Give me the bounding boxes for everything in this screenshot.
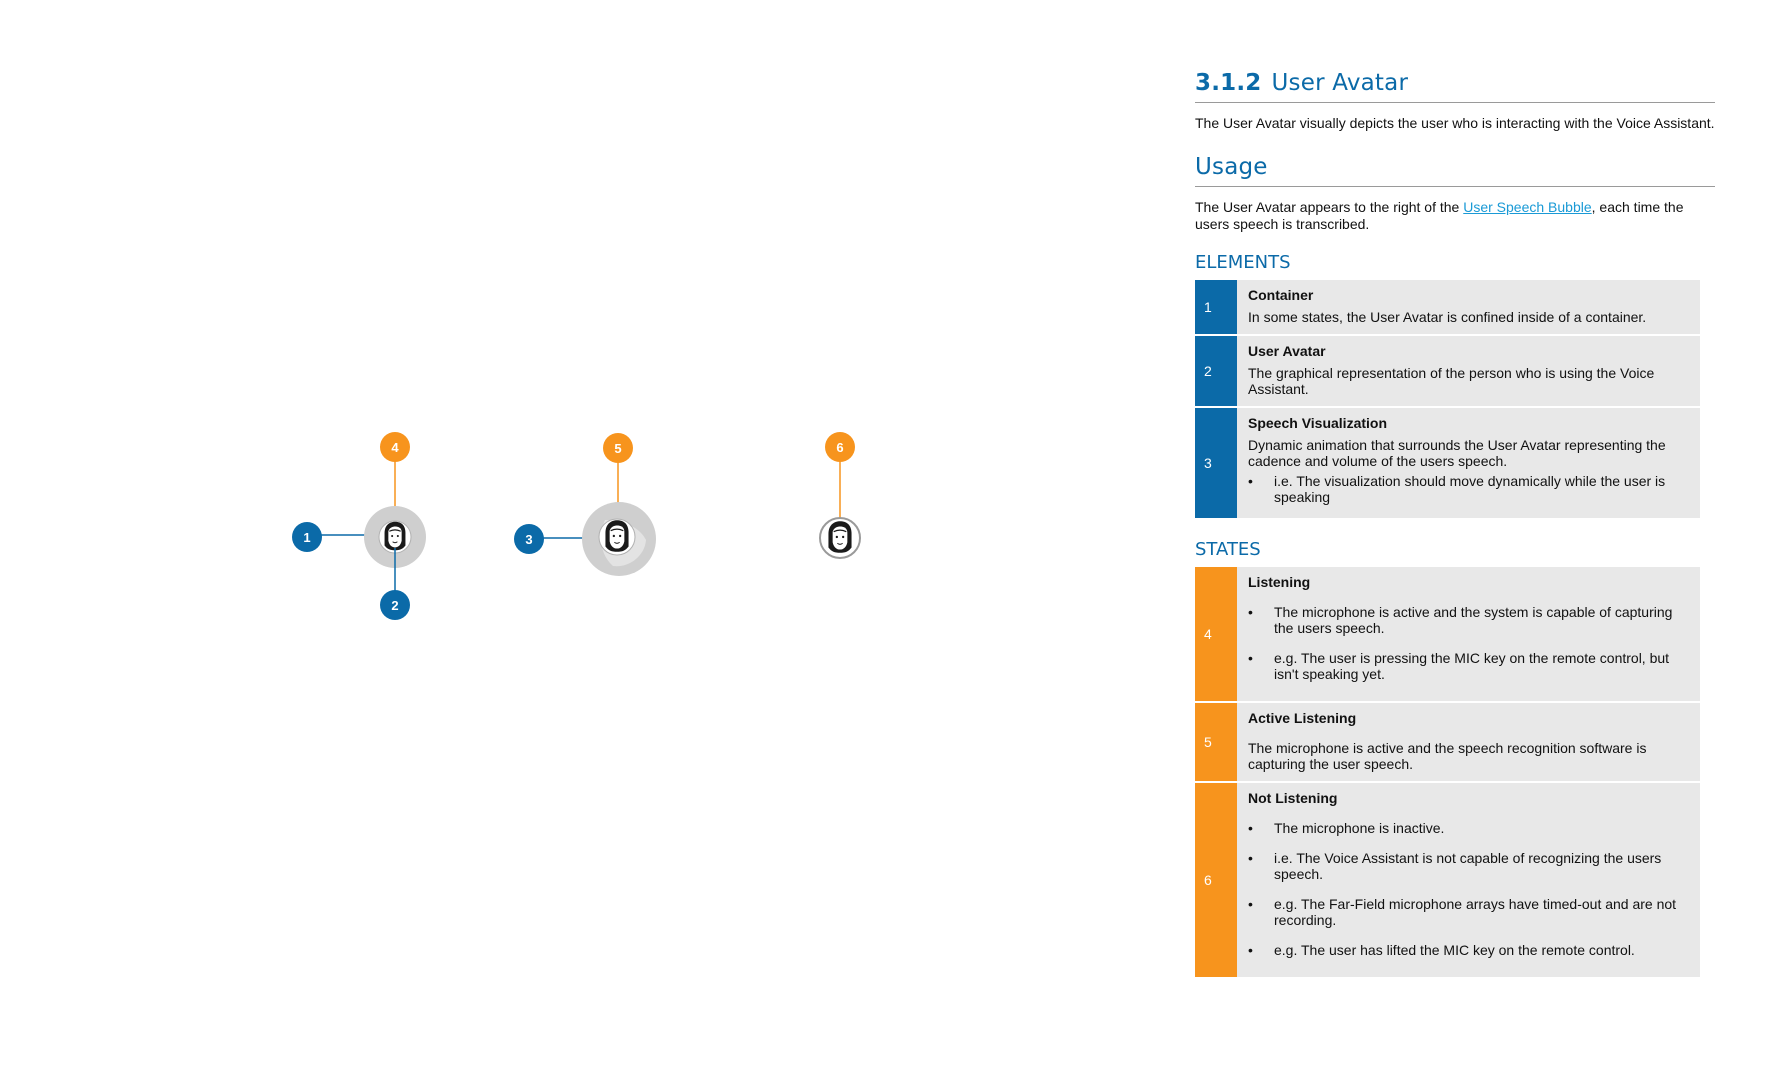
state-number: 5 [1195,703,1237,781]
listening-state-group [307,447,426,592]
state-row-5 [1195,703,1700,783]
state-bullet: • e.g. The user is pressing the MIC key on the remote control, but isn't speaking yet. [1248,650,1692,682]
callout-badge-4 [380,432,410,462]
section-title-text: User Avatar [1271,70,1409,96]
elements-table [1195,280,1700,520]
section-number: 3.1.2 [1195,70,1262,96]
intro-paragraph: The User Avatar visually depicts the user who is interacting with the Voice Assistant. [1195,115,1715,131]
state-row-6 [1195,783,1700,979]
usage-text-after: , each time the users speech is transcribed. [1195,199,1684,232]
element-description: The graphical representation of the person who is using the Voice Assistant. [1248,365,1655,397]
callout-badge-6 [825,432,855,462]
element-row-2 [1195,336,1700,408]
element-number: 2 [1195,336,1237,406]
svg-text:6: 6 [836,440,844,455]
state-bullet: • e.g. The Far-Field microphone arrays have timed-out and are not recording. [1248,896,1692,928]
state-bullet: • e.g. The user has lifted the MIC key on the remote control. [1248,942,1692,958]
state-number: 6 [1195,783,1237,977]
callout-badge-3 [514,524,544,554]
element-title: Speech Visualization [1248,415,1388,431]
callout-badge-1 [292,522,322,552]
svg-text:1: 1 [303,530,311,545]
state-bullet: • The microphone is inactive. [1248,820,1692,836]
element-number: 3 [1195,408,1237,518]
state-title: Active Listening [1248,710,1357,726]
state-bullet: • The microphone is active and the system is capable of capturing the users speech. [1248,604,1692,636]
svg-text:5: 5 [614,441,622,456]
documentation-panel [1195,70,1715,979]
section-title [1195,70,1715,103]
svg-text:2: 2 [391,598,399,613]
state-title: Listening [1248,574,1311,590]
usage-text-before: The User Avatar appears to the right of the [1195,199,1464,215]
user-avatar-icon [385,522,406,551]
element-row-1 [1195,280,1700,336]
elements-heading: ELEMENTS [1195,252,1291,273]
element-title: Container [1248,287,1314,303]
svg-text:3: 3 [525,532,533,547]
state-row-4 [1195,567,1700,703]
state-bullet: • i.e. The Voice Assistant is not capable of recognizing the users speech. [1248,850,1692,882]
user-speech-bubble-link[interactable]: User Speech Bubble [1463,199,1592,215]
not-listening-state-group [820,447,860,558]
states-heading: STATES [1195,539,1261,560]
usage-paragraph [1195,199,1715,233]
state-number: 4 [1195,567,1237,701]
element-description: Dynamic animation that surrounds the User Avatar representing the cadence and volume of the users speech. [1248,437,1666,469]
element-description: In some states, the User Avatar is confined inside of a container. [1248,309,1647,325]
element-bullet: • i.e. The visualization should move dynamically while the user is speaking [1248,473,1692,505]
callout-badge-2 [380,590,410,620]
element-number: 1 [1195,280,1237,334]
active-listening-state-group [530,447,656,576]
usage-heading: Usage [1195,154,1715,187]
element-title: User Avatar [1248,343,1326,359]
state-description: The microphone is active and the speech recognition software is capturing the user speech. [1248,740,1647,772]
user-avatar-icon [828,521,851,553]
states-table [1195,567,1700,979]
svg-text:4: 4 [391,440,399,455]
user-avatar-icon [605,520,628,552]
callout-badge-5 [603,433,633,463]
state-title: Not Listening [1248,790,1338,806]
element-row-3 [1195,408,1700,520]
